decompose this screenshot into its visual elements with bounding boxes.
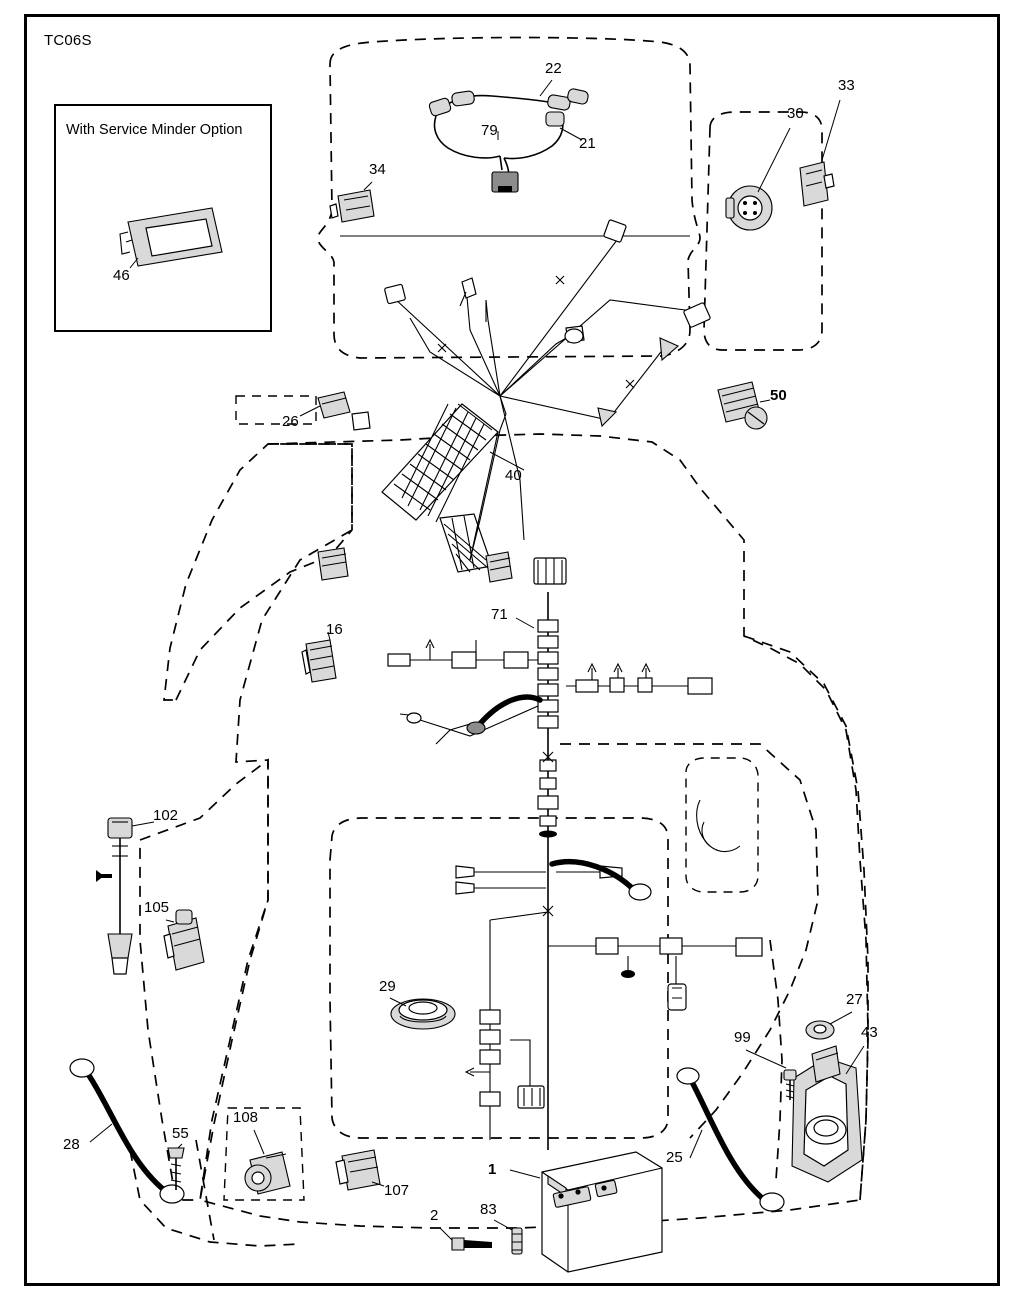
part-16-terminal-block <box>302 632 336 682</box>
part-50-relay-module <box>718 382 770 429</box>
part-25-positive-cable <box>677 1068 784 1211</box>
callout-43: 43 <box>861 1024 878 1041</box>
part-55-bolt <box>168 1144 184 1190</box>
callout-83: 83 <box>480 1201 497 1218</box>
callout-46: 46 <box>113 267 130 284</box>
part-99-screw <box>746 1050 796 1100</box>
part-2-battery-bolt <box>440 1228 492 1250</box>
part-1-battery <box>510 1152 662 1272</box>
callout-40: 40 <box>505 467 522 484</box>
callout-30: 30 <box>787 105 804 122</box>
callout-22: 22 <box>545 60 562 77</box>
part-40-main-wiring-harness <box>318 219 711 582</box>
part-group-22-79-21 <box>428 80 589 192</box>
callout-29: 29 <box>379 978 396 995</box>
part-27-grommet <box>806 1012 852 1039</box>
part-83-battery-nut <box>494 1220 522 1254</box>
part-43-starter-solenoid-bracket <box>792 1046 864 1182</box>
callout-99: 99 <box>734 1029 751 1046</box>
inset-title: With Service Minder Option <box>66 122 243 138</box>
part-102-interlock-rod <box>96 818 154 974</box>
part-29-hour-meter <box>390 998 455 1029</box>
callout-16: 16 <box>326 621 343 638</box>
callout-33: 33 <box>838 77 855 94</box>
callout-28: 28 <box>63 1136 80 1153</box>
callout-107: 107 <box>384 1182 410 1199</box>
part-46-service-minder-display <box>120 208 222 268</box>
callout-2: 2 <box>430 1207 439 1224</box>
sheet-code: TC06S <box>44 32 92 49</box>
part-33-switch-bracket <box>800 100 840 206</box>
callout-26: 26 <box>282 413 299 430</box>
callout-55: 55 <box>172 1125 189 1142</box>
callout-27: 27 <box>846 991 863 1008</box>
callout-71: 71 <box>491 606 508 623</box>
callout-79: 79 <box>481 122 498 139</box>
part-71-harness-branch <box>388 558 712 1150</box>
part-107-fuse-holder <box>336 1150 384 1190</box>
part-34-rocker-switch <box>330 182 374 222</box>
callout-108: 108 <box>233 1109 259 1126</box>
part-105-solenoid-valve <box>164 910 204 970</box>
callout-21: 21 <box>579 135 596 152</box>
callout-34: 34 <box>369 161 386 178</box>
callout-25: 25 <box>666 1149 683 1166</box>
part-108-clamp <box>245 1130 290 1194</box>
callout-50: 50 <box>770 387 787 404</box>
callout-105: 105 <box>144 899 170 916</box>
callout-1: 1 <box>488 1161 497 1178</box>
part-group-mid-lower-harness <box>456 862 762 1140</box>
part-30-ignition-switch <box>726 128 790 230</box>
callout-102: 102 <box>153 807 179 824</box>
part-28-negative-cable <box>70 1059 184 1203</box>
